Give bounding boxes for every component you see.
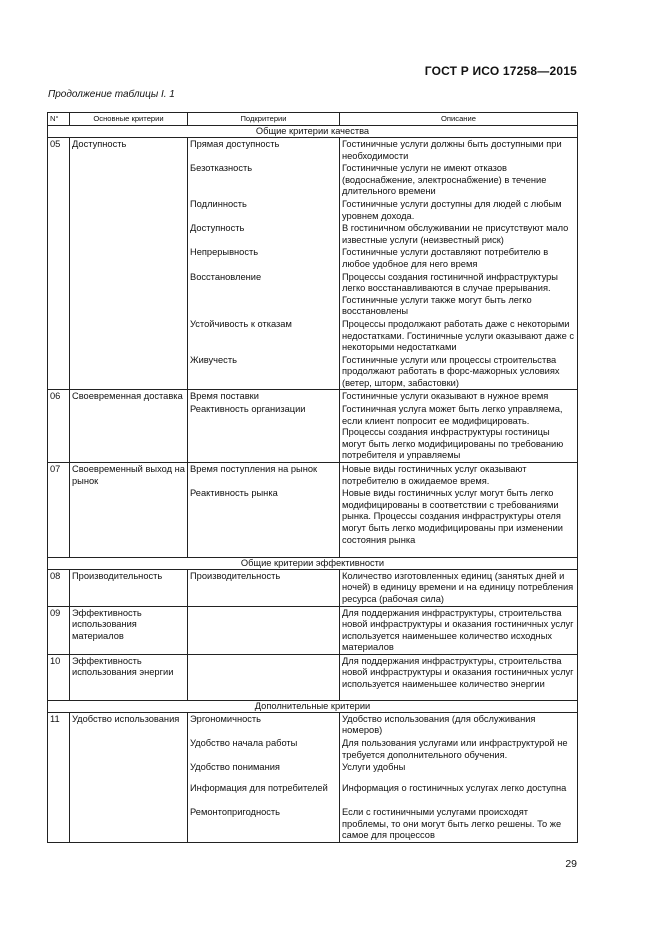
row-number [48,737,70,761]
row-criteria: Эффективность использования материалов [70,606,188,654]
row-criteria [70,162,188,198]
table-caption: Продолжение таблицы I. 1 [48,89,175,100]
row-description: Новые виды гостиничных услуг оказывают потребителю в ожидаемое время. [340,463,578,488]
row-description: Для поддержания инфраструктуры, строительства новой инфраструктуры и оказания гостиничных услуг используется наименьшее количество исходных материалов [340,606,578,654]
section-row-additional [48,700,578,712]
row-number: 07 [48,463,70,558]
section-label: Общие критерии эффективности [48,557,578,569]
row-subcriteria: Безотказность [188,162,340,198]
row-subcriteria: Реактивность рынка [188,487,340,557]
row-subcriteria: Подлинность [188,198,340,222]
row-subcriteria: Информация для потребителей [188,782,340,806]
row-number [48,806,70,842]
row-criteria [70,198,188,222]
row-number [48,246,70,270]
row-description: Процессы создания гостиничной инфраструктуры легко восстанавливаются в случае прерывания. Гостиничные услуги также могут быть легко восстановлены [340,271,578,318]
row-criteria: Доступность [70,138,188,163]
row-description: Для поддержания инфраструктуры, строительства новой инфраструктуры и оказания гостиничных услуг используется наименьшее количество энергии [340,654,578,700]
row-subcriteria: Производительность [188,569,340,606]
row-description: Гостиничная услуга может быть легко управляема, если клиент попросит ее модифицировать. Процессы создания инфраструктуры гостиницы могут быть легко модифицированы по требованию потребителя и управляемы [340,403,578,462]
row-subcriteria: Удобство начала работы [188,737,340,761]
row-number [48,271,70,318]
row-number: 11 [48,712,70,737]
section-label: Общие критерии качества [48,126,578,138]
row-criteria: Производительность [70,569,188,606]
criteria-table [47,112,578,843]
row-description: Новые виды гостиничных услуг могут быть легко модифицированы в соответствии с требованиями рынка. Процессы создания инфраструктуры отеля могут быть легко модифицированы при изменении состояния рынка [340,487,578,557]
table-row [48,654,578,700]
row-subcriteria: Непрерывность [188,246,340,270]
row-criteria: Своевременная доставка [70,390,188,463]
row-description: Услуги удобны [340,761,578,782]
row-description: Информация о гостиничных услугах легко доступна [340,782,578,806]
standard-code: ГОСТ Р ИСО 17258—2015 [424,64,577,78]
row-description: Гостиничные услуги или процессы строительства продолжают работать в форс-мажорных условиях (ветер, шторм, забастовки) [340,354,578,390]
row-criteria [70,761,188,782]
table-row [48,138,578,163]
row-criteria: Эффективность использования энергии [70,654,188,700]
row-number: 08 [48,569,70,606]
table-row [48,761,578,782]
row-number [48,782,70,806]
table-row [48,390,578,403]
table-row [48,737,578,761]
row-number [48,198,70,222]
col-header-description: Описание [340,113,578,126]
table-row [48,606,578,654]
row-subcriteria [188,606,340,654]
row-description: Процессы продолжают работать даже с некоторыми недостатками. Гостиничные услуги оказывают даже с некоторыми недостатками [340,318,578,354]
table-row [48,354,578,390]
row-number: 05 [48,138,70,163]
row-number [48,162,70,198]
row-description: Гостиничные услуги доступны для людей с любым уровнем дохода. [340,198,578,222]
row-criteria [70,271,188,318]
col-header-no: N° [48,113,70,126]
page-number: 29 [565,858,577,870]
row-criteria [70,318,188,354]
row-number [48,318,70,354]
table-row [48,318,578,354]
row-description: Гостиничные услуги доставляют потребителю в любое удобное для него время [340,246,578,270]
row-criteria [70,222,188,246]
row-number [48,222,70,246]
col-header-subcriteria: Подкритерии [188,113,340,126]
row-criteria [70,246,188,270]
row-criteria [70,737,188,761]
row-number: 10 [48,654,70,700]
row-description: В гостиничном обслуживании не присутствуют мало известные услуги (неизвестный риск) [340,222,578,246]
row-criteria [70,806,188,842]
row-subcriteria: Время поставки [188,390,340,403]
row-description: Если с гостиничными услугами происходят проблемы, то они могут быть легко решены. То же самое для процессов [340,806,578,842]
row-criteria: Удобство использования [70,712,188,737]
row-criteria [70,782,188,806]
section-label: Дополнительные критерии [48,700,578,712]
row-description: Гостиничные услуги должны быть доступными при необходимости [340,138,578,163]
row-number [48,761,70,782]
row-number [48,354,70,390]
row-subcriteria: Время поступления на рынок [188,463,340,488]
table-row [48,222,578,246]
row-subcriteria [188,654,340,700]
col-header-criteria: Основные критерии [70,113,188,126]
table-row [48,271,578,318]
row-subcriteria: Реактивность организации [188,403,340,462]
section-row-general-quality [48,126,578,138]
table-header-row [48,113,578,126]
row-description: Гостиничные услуги не имеют отказов (водоснабжение, электроснабжение) в течение длительного времени [340,162,578,198]
table-row [48,463,578,488]
row-subcriteria: Доступность [188,222,340,246]
table-row [48,162,578,198]
row-description: Гостиничные услуги оказывают в нужное время [340,390,578,403]
row-subcriteria: Восстановление [188,271,340,318]
row-criteria: Своевременный выход на рынок [70,463,188,558]
row-number: 09 [48,606,70,654]
row-subcriteria: Прямая доступность [188,138,340,163]
table-row [48,198,578,222]
row-criteria [70,354,188,390]
row-subcriteria: Ремонтопригодность [188,806,340,842]
table-row [48,246,578,270]
row-description: Количество изготовленных единиц (занятых дней и ночей) в единицу времени и на единицу потребления ресурса (рабочая сила) [340,569,578,606]
row-subcriteria: Эргономичность [188,712,340,737]
section-row-general-efficiency [48,557,578,569]
row-subcriteria: Живучесть [188,354,340,390]
table-row [48,782,578,806]
row-description: Удобство использования (для обслуживания номеров) [340,712,578,737]
table-row [48,712,578,737]
table-row [48,806,578,842]
table-row [48,569,578,606]
row-number: 06 [48,390,70,463]
row-description: Для пользования услугами или инфраструктурой не требуется дополнительного обучения. [340,737,578,761]
row-subcriteria: Удобство понимания [188,761,340,782]
row-subcriteria: Устойчивость к отказам [188,318,340,354]
